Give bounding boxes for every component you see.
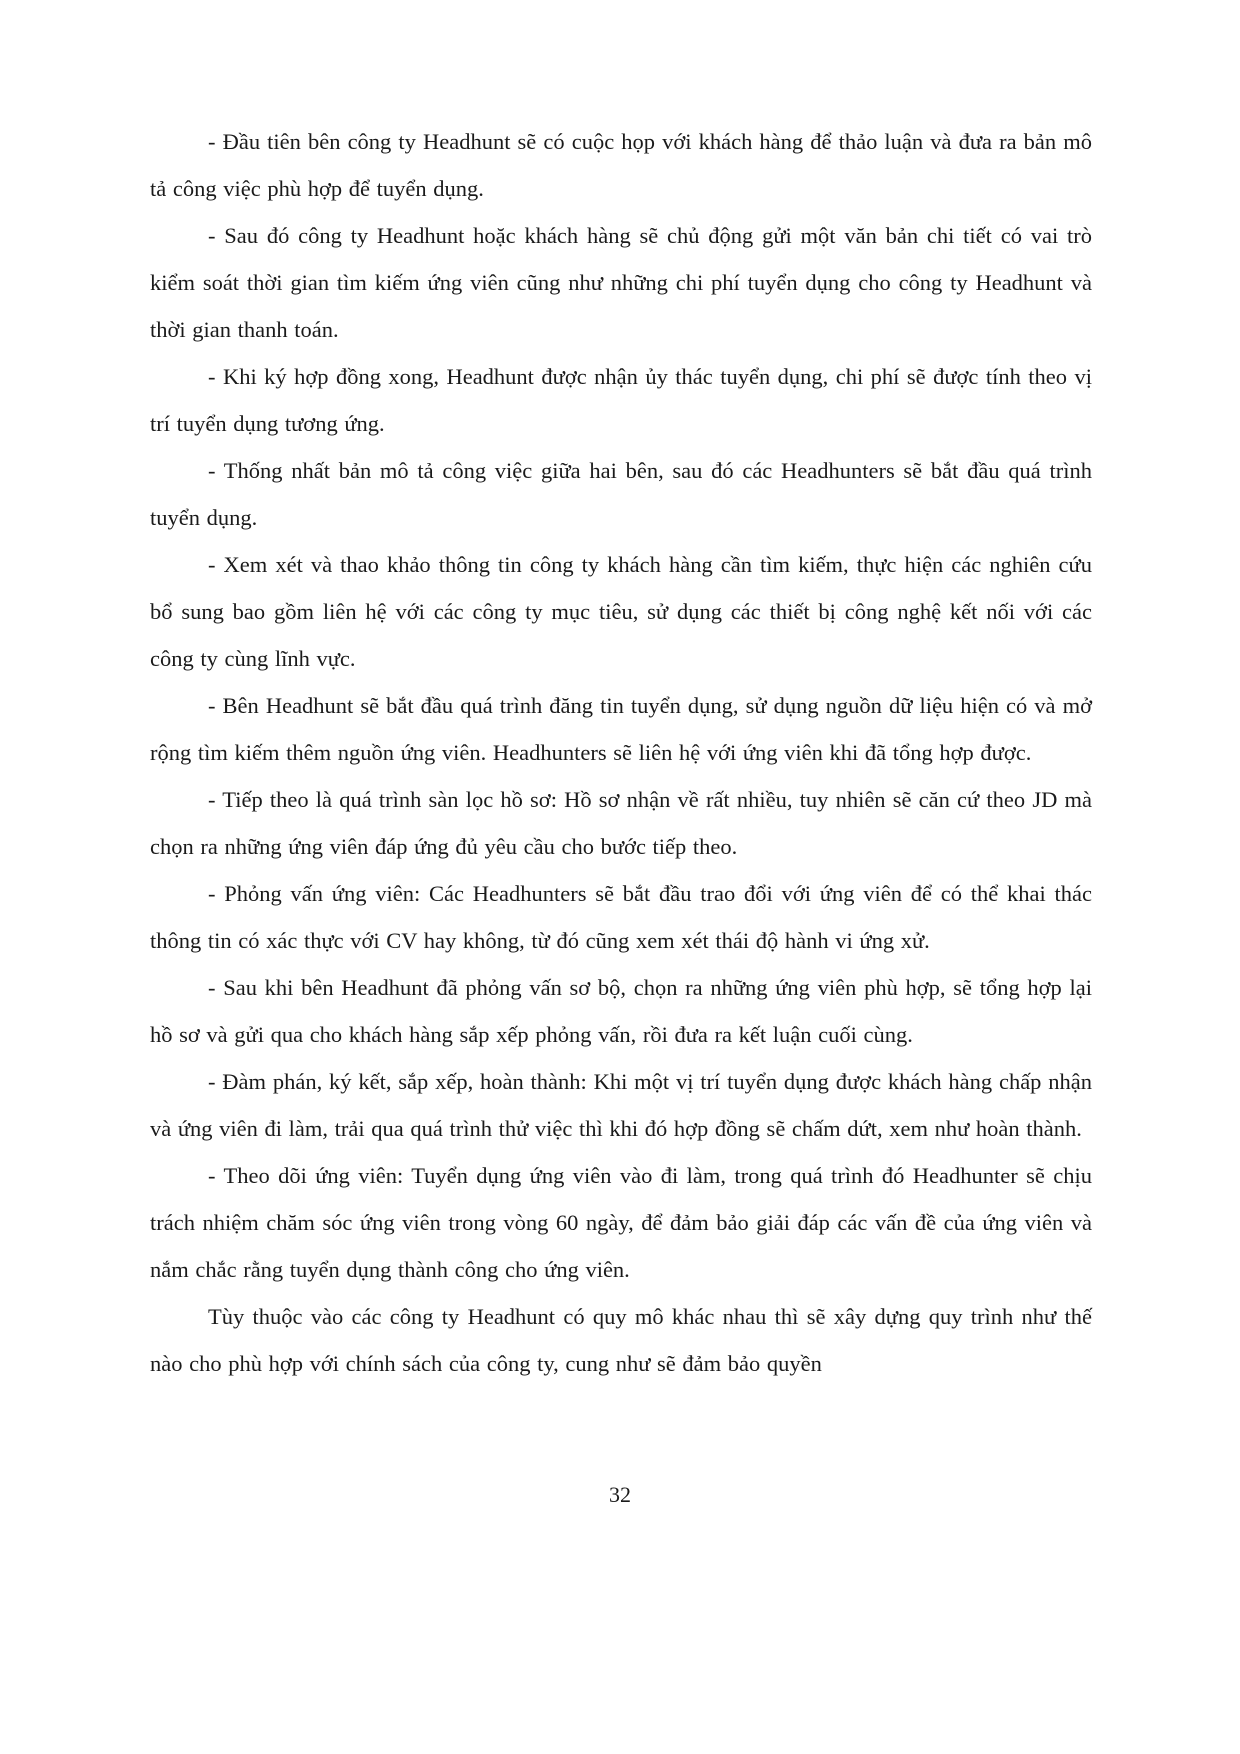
paragraph: - Bên Headhunt sẽ bắt đầu quá trình đăng tin tuyển dụng, sử dụng nguồn dữ liệu hiện có và mở rộng tìm kiếm thêm nguồn ứng viên. Headhunters sẽ liên hệ với ứng viên khi đã tổng hợp được. [150, 693, 1092, 765]
paragraph: - Sau đó công ty Headhunt hoặc khách hàng sẽ chủ động gửi một văn bản chi tiết có vai trò kiểm soát thời gian tìm kiếm ứng viên cũng như những chi phí tuyển dụng cho công ty Headhunt và thời gian thanh toán. [150, 223, 1092, 342]
page-number: 32 [609, 1482, 631, 1507]
paragraph: - Đàm phán, ký kết, sắp xếp, hoàn thành: Khi một vị trí tuyển dụng được khách hàng chấp nhận và ứng viên đi làm, trải qua quá trình thử việc thì khi đó hợp đồng sẽ chấm dứt, xem như hoàn thành. [150, 1069, 1092, 1141]
paragraph: - Theo dõi ứng viên: Tuyển dụng ứng viên vào đi làm, trong quá trình đó Headhunter sẽ chịu trách nhiệm chăm sóc ứng viên trong vòng 60 ngày, để đảm bảo giải đáp các vấn đề của ứng viên và nắm chắc rằng tuyển dụng thành công cho ứng viên. [150, 1163, 1092, 1282]
paragraph: - Khi ký hợp đồng xong, Headhunt được nhận ủy thác tuyển dụng, chi phí sẽ được tính theo vị trí tuyển dụng tương ứng. [150, 364, 1092, 436]
paragraph: - Xem xét và thao khảo thông tin công ty khách hàng cần tìm kiếm, thực hiện các nghiên cứu bổ sung bao gồm liên hệ với các công ty mục tiêu, sử dụng các thiết bị công nghệ kết nối với các công ty cùng lĩnh vực. [150, 552, 1092, 671]
paragraph: - Tiếp theo là quá trình sàn lọc hồ sơ: Hồ sơ nhận về rất nhiều, tuy nhiên sẽ căn cứ theo JD mà chọn ra những ứng viên đáp ứng đủ yêu cầu cho bước tiếp theo. [150, 787, 1092, 859]
paragraph: - Thống nhất bản mô tả công việc giữa hai bên, sau đó các Headhunters sẽ bắt đầu quá trình tuyển dụng. [150, 458, 1092, 530]
paragraph: - Đầu tiên bên công ty Headhunt sẽ có cuộc họp với khách hàng để thảo luận và đưa ra bản mô tả công việc phù hợp để tuyển dụng. [150, 129, 1092, 201]
paragraph: - Sau khi bên Headhunt đã phỏng vấn sơ bộ, chọn ra những ứng viên phù hợp, sẽ tổng hợp lại hồ sơ và gửi qua cho khách hàng sắp xếp phỏng vấn, rồi đưa ra kết luận cuối cùng. [150, 975, 1092, 1047]
paragraph: Tùy thuộc vào các công ty Headhunt có quy mô khác nhau thì sẽ xây dựng quy trình như thế nào cho phù hợp với chính sách của công ty, cung như sẽ đảm bảo quyền [150, 1304, 1092, 1376]
paragraph: - Phỏng vấn ứng viên: Các Headhunters sẽ bắt đầu trao đổi với ứng viên để có thể khai thác thông tin có xác thực với CV hay không, từ đó cũng xem xét thái độ hành vi ứng xử. [150, 881, 1092, 953]
document-body [150, 118, 1092, 1387]
